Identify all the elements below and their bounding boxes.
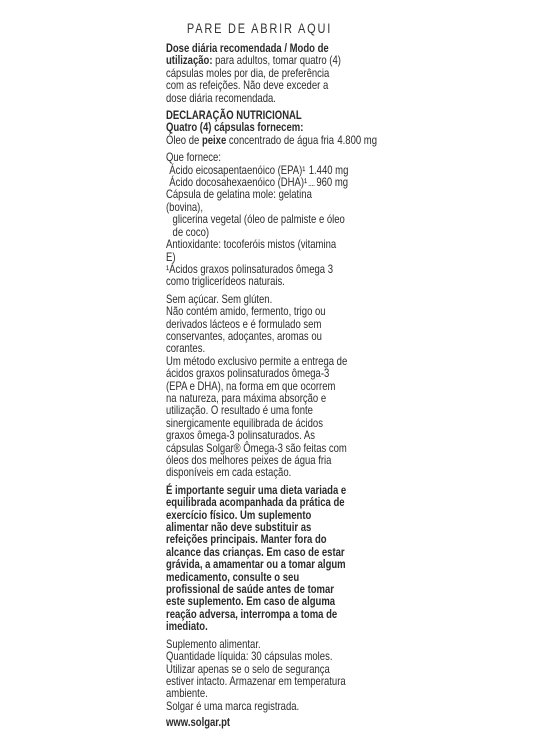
fish-oil-prefix: Óleo de xyxy=(166,133,202,147)
usage-storage: Utilizar apenas se o selo de segurança estiver intacto. Armazenar em temperatura ambiente. xyxy=(166,662,346,701)
supplement-type: Suplemento alimentar. xyxy=(166,637,261,651)
free-from-statement: Não contém amido, fermento, trigo ou derivados lácteos e é formulado sem conservantes, adoçantes, aromas ou corantes. xyxy=(166,305,326,356)
fish-oil-suffix: concentrado de água fria xyxy=(226,133,335,147)
dha-label: Ácido docosahexaenóico (DHA)¹ xyxy=(169,176,308,190)
nutrition-declaration xyxy=(166,109,378,289)
website-url: www.solgar.pt xyxy=(166,716,231,730)
antioxidant-info: Antioxidante: tocoferóis mistos (vitamina E) xyxy=(166,238,337,264)
dose-label: Dose diária recomendada / Modo de utilização: xyxy=(166,42,329,68)
declaration-title: DECLARAÇÃO NUTRICIONAL xyxy=(166,109,302,123)
fish-oil-bold: peixe xyxy=(201,133,227,147)
provides-label: Que fornece: xyxy=(166,151,221,165)
dha-value: 960 mg xyxy=(316,176,349,190)
warning-text: É importante seguir uma dieta variada e equilibrada acompanhada da prática de exercício físico. Um suplemento alimentar não deve substituir as refeições principais. Manter fora do alcance das crianças. Em caso de estar grávida, a amamentar ou a tomar algum medicamento, consulte o seu profissional de saúde antes de tomar este suplemento. Em caso de alguma reação adversa, interrompa a toma de imediato. xyxy=(166,483,347,634)
per-serving-label: Quatro (4) cápsulas fornecem: xyxy=(166,121,304,135)
sugar-gluten-free: Sem açúcar. Sem glúten. xyxy=(166,292,273,306)
net-quantity: Quantidade líquida: 30 cápsulas moles. xyxy=(166,650,333,664)
capsule-ingredients-1: Cápsula de gelatina mole: gelatina (bovina), xyxy=(166,188,312,214)
label-heading: PARE DE ABRIR AQUI xyxy=(186,21,333,36)
dose-text: para adultos, tomar quatro (4) cápsulas moles por dia, de preferência com as refeições. Não deve exceder a dose diária recomendada. xyxy=(166,54,341,105)
leader-dots xyxy=(309,185,315,186)
epa-label: Ácido eicosapentaenóico (EPA)¹ xyxy=(169,163,306,177)
omega-footnote: ¹Ácidos graxos polinsaturados ômega 3 como triglicerídeos naturais. xyxy=(166,262,333,289)
trademark-notice: Solgar é uma marca registrada. xyxy=(166,699,300,713)
fish-oil-value: 4.800 mg xyxy=(337,133,378,147)
product-label xyxy=(166,20,378,730)
method-description: Um método exclusivo permite a entrega de ácidos graxos polinsaturados ômega-3 (EPA e DHA), na forma em que ocorrem na natureza, para máxima absorção e utilização. O resultado é uma fonte sinergicamente equilibrada de ácidos graxos ômega-3 polinsaturados. As cápsulas Solgar® Ômega-3 são feitas com óleos dos melhores peixes de água fria disponíveis em cada estação. xyxy=(166,354,348,480)
epa-value: 1.440 mg xyxy=(308,163,349,177)
nutrition-row-fish-oil xyxy=(166,133,378,147)
capsule-ingredients-2: glicerina vegetal (óleo de palmiste e óleo de coco) xyxy=(172,213,345,239)
dose-instructions xyxy=(166,43,348,105)
